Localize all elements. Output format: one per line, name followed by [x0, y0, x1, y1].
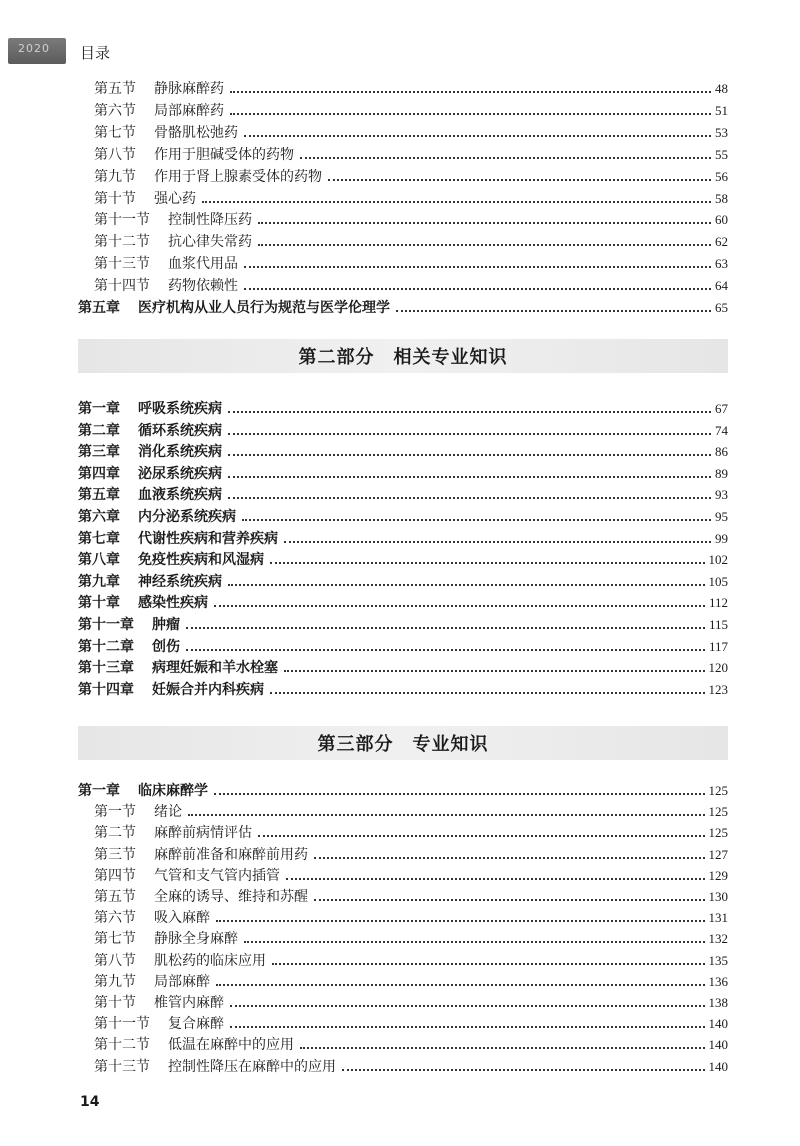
toc-number: 第七节 — [94, 931, 136, 948]
toc-title: 医疗机构从业人员行为规范与医学伦理学 — [138, 300, 390, 316]
page-title: 目录 — [80, 44, 111, 62]
toc-number: 第一章 — [78, 783, 120, 799]
dot-leader — [314, 898, 705, 901]
toc-title: 呼吸系统疾病 — [138, 401, 222, 417]
toc-title: 骨骼肌松弛药 — [154, 124, 238, 141]
toc-number: 第四节 — [94, 867, 136, 884]
dot-leader — [300, 156, 711, 159]
dot-leader — [396, 309, 711, 312]
toc-page-number: 51 — [715, 102, 728, 118]
toc-number: 第十节 — [94, 190, 136, 207]
toc-chapter-row[interactable] — [78, 295, 728, 317]
toc-page-number: 117 — [708, 638, 728, 654]
toc-page-number: 58 — [715, 190, 728, 206]
toc-chapter-row[interactable] — [78, 677, 728, 699]
toc-number: 第九节 — [94, 168, 136, 185]
toc-page-number: 112 — [708, 595, 728, 611]
toc-title: 控制性降压药 — [168, 212, 252, 229]
toc-page-number: 138 — [708, 995, 728, 1010]
toc-title: 作用于肾上腺素受体的药物 — [154, 168, 322, 185]
toc-title: 代谢性疾病和营养疾病 — [138, 530, 278, 547]
toc-title: 循环系统疾病 — [138, 422, 222, 439]
toc-page-number: 140 — [708, 1016, 728, 1032]
toc-page-number: 95 — [715, 509, 728, 524]
toc-page-number: 53 — [715, 124, 728, 140]
toc-section-row[interactable] — [94, 1054, 728, 1076]
toc-title: 消化系统疾病 — [138, 444, 222, 461]
dot-leader — [314, 856, 705, 859]
toc-number: 第七章 — [78, 530, 120, 547]
toc-page-number: 65 — [715, 300, 728, 315]
toc-section-row[interactable] — [94, 273, 728, 295]
toc-number: 第五节 — [94, 81, 136, 97]
toc-page-number: 93 — [715, 487, 728, 503]
toc-section-row[interactable] — [94, 969, 728, 991]
toc-section-row[interactable] — [94, 76, 728, 98]
toc-page-number: 125 — [708, 825, 728, 841]
toc-number: 第十三章 — [78, 660, 134, 677]
toc-section-row[interactable] — [94, 926, 728, 948]
dot-leader — [328, 178, 711, 181]
toc-page-number: 48 — [715, 81, 728, 96]
dot-leader — [214, 792, 705, 795]
dot-leader — [188, 813, 705, 816]
toc-page-number: 60 — [715, 212, 728, 228]
toc-title: 椎管内麻醉 — [154, 995, 224, 1011]
toc-number: 第九节 — [94, 973, 136, 990]
toc-chapter-row[interactable] — [78, 655, 728, 677]
dot-leader — [230, 1025, 705, 1028]
dot-leader — [228, 432, 711, 435]
toc-title: 控制性降压在麻醉中的应用 — [168, 1058, 336, 1075]
toc-section-row[interactable] — [94, 251, 728, 273]
part-title: 第三部分 专业知识 — [317, 734, 489, 755]
toc-title: 泌尿系统疾病 — [138, 465, 222, 482]
dot-leader — [258, 221, 711, 224]
toc-title: 抗心律失常药 — [168, 234, 252, 251]
toc-chapter-row[interactable] — [78, 482, 728, 504]
toc-section-row[interactable] — [94, 842, 728, 864]
toc-chapter-row[interactable] — [78, 504, 728, 526]
toc-title: 临床麻醉学 — [138, 783, 208, 799]
toc-title: 作用于胆碱受体的药物 — [154, 146, 294, 163]
toc-page-number: 67 — [715, 401, 728, 416]
dot-leader — [230, 90, 711, 93]
dot-leader — [230, 1004, 705, 1007]
dot-leader — [186, 626, 705, 629]
dot-leader — [216, 919, 705, 922]
toc-page-number: 102 — [708, 552, 728, 568]
toc-section-row[interactable] — [94, 799, 728, 821]
toc-page-number: 136 — [708, 973, 728, 989]
toc-title: 创伤 — [152, 638, 180, 655]
toc-number: 第六节 — [94, 102, 136, 119]
toc-section-row[interactable] — [94, 186, 728, 208]
toc-title: 复合麻醉 — [168, 1016, 224, 1033]
dot-leader — [230, 112, 711, 115]
toc-page-number: 127 — [708, 846, 728, 862]
toc-page-number: 115 — [708, 617, 728, 632]
toc-number: 第十三节 — [94, 256, 150, 273]
toc-title: 病理妊娠和羊水栓塞 — [152, 660, 278, 677]
dot-leader — [228, 475, 711, 478]
page-number: 14 — [80, 1094, 100, 1110]
toc-chapter-row[interactable] — [78, 526, 728, 548]
toc-title: 内分泌系统疾病 — [138, 509, 236, 525]
toc-page-number: 64 — [715, 278, 728, 294]
part-banner — [78, 339, 728, 373]
toc-title: 神经系统疾病 — [138, 573, 222, 590]
toc-page-number: 120 — [708, 660, 728, 676]
dot-leader — [202, 200, 711, 203]
toc-number: 第十三节 — [94, 1058, 150, 1075]
toc-title: 麻醉前病情评估 — [154, 825, 252, 842]
dot-leader — [228, 496, 711, 499]
dot-leader — [228, 410, 711, 413]
toc-number: 第九章 — [78, 573, 120, 590]
toc-number: 第十一节 — [94, 212, 150, 229]
toc-section-row[interactable] — [94, 990, 728, 1012]
toc-section-row[interactable] — [94, 120, 728, 142]
toc-chapter-row[interactable] — [78, 439, 728, 461]
toc-page-number: 130 — [708, 889, 728, 904]
toc-number: 第六章 — [78, 509, 120, 525]
toc-chapter-row[interactable] — [78, 396, 728, 418]
toc-section-row[interactable] — [94, 142, 728, 164]
dot-leader — [216, 983, 705, 986]
part-banner — [78, 726, 728, 760]
toc-number: 第十节 — [94, 995, 136, 1011]
toc-number: 第十一节 — [94, 1016, 150, 1033]
toc-page-number: 140 — [708, 1037, 728, 1053]
toc-section-row[interactable] — [94, 863, 728, 885]
dot-leader — [186, 648, 705, 651]
toc-title: 局部麻醉药 — [154, 102, 224, 119]
toc-number: 第十一章 — [78, 617, 134, 633]
toc-section-row[interactable] — [94, 884, 728, 906]
toc-page-number: 125 — [708, 783, 728, 798]
toc-number: 第二章 — [78, 422, 120, 439]
toc-number: 第三章 — [78, 444, 120, 461]
toc-page-number: 86 — [715, 444, 728, 460]
toc-number: 第三节 — [94, 846, 136, 863]
toc-title: 妊娠合并内科疾病 — [152, 681, 264, 698]
toc-section-row[interactable] — [94, 905, 728, 927]
toc-number: 第五章 — [78, 300, 120, 316]
toc-page-number: 105 — [708, 573, 728, 589]
toc-chapter-row[interactable] — [78, 590, 728, 612]
toc-title: 血浆代用品 — [168, 256, 238, 273]
dot-leader — [214, 604, 705, 607]
dot-leader — [244, 287, 711, 290]
toc-number: 第十四节 — [94, 278, 150, 295]
toc-page-number: 132 — [708, 931, 728, 947]
dot-leader — [300, 1046, 705, 1049]
dot-leader — [284, 540, 711, 543]
toc-title: 低温在麻醉中的应用 — [168, 1037, 294, 1054]
toc-section-row[interactable] — [94, 948, 728, 970]
toc-title: 静脉麻醉药 — [154, 81, 224, 97]
toc-chapter-row[interactable] — [78, 634, 728, 656]
dot-leader — [284, 669, 705, 672]
toc-number: 第八节 — [94, 146, 136, 163]
dot-leader — [242, 518, 711, 521]
toc-section-row[interactable] — [94, 229, 728, 251]
dot-leader — [244, 265, 711, 268]
toc-page-number: 129 — [708, 867, 728, 883]
toc-page-number: 89 — [715, 465, 728, 481]
toc-chapter-row[interactable] — [78, 547, 728, 569]
toc-chapter-row[interactable] — [78, 778, 728, 800]
dot-leader — [272, 962, 705, 965]
toc-chapter-row[interactable] — [78, 612, 728, 634]
toc-chapter-row[interactable] — [78, 418, 728, 440]
dot-leader — [244, 134, 711, 137]
toc-number: 第四章 — [78, 465, 120, 482]
toc-chapter-row[interactable] — [78, 569, 728, 591]
toc-number: 第十四章 — [78, 681, 134, 698]
part-title: 第二部分 相关专业知识 — [298, 347, 508, 368]
toc-title: 肿瘤 — [152, 617, 180, 633]
toc-section-row[interactable] — [94, 1032, 728, 1054]
dot-leader — [270, 691, 705, 694]
book-logo — [8, 38, 66, 64]
toc-section-row[interactable] — [94, 164, 728, 186]
toc-section-row[interactable] — [94, 820, 728, 842]
toc-number: 第七节 — [94, 124, 136, 141]
toc-title: 绪论 — [154, 804, 182, 821]
toc-title: 全麻的诱导、维持和苏醒 — [154, 889, 308, 905]
dot-leader — [228, 453, 711, 456]
toc-title: 强心药 — [154, 190, 196, 207]
toc-number: 第十二节 — [94, 234, 150, 251]
toc-title: 肌松药的临床应用 — [154, 952, 266, 969]
toc-section-row[interactable] — [94, 98, 728, 120]
toc-title: 免疫性疾病和风湿病 — [138, 552, 264, 569]
toc-section-row[interactable] — [94, 1011, 728, 1033]
toc-page-number: 125 — [708, 804, 728, 820]
toc-page-number: 74 — [715, 422, 728, 438]
page-header — [0, 0, 800, 74]
toc-number: 第六节 — [94, 910, 136, 927]
dot-leader — [258, 834, 705, 837]
toc-page-number: 99 — [715, 530, 728, 546]
toc-number: 第十二节 — [94, 1037, 150, 1054]
toc-number: 第二节 — [94, 825, 136, 842]
toc-title: 麻醉前准备和麻醉前用药 — [154, 846, 308, 863]
toc-title: 吸入麻醉 — [154, 910, 210, 927]
toc-number: 第十二章 — [78, 638, 134, 655]
toc-number: 第八节 — [94, 952, 136, 969]
toc-page-number: 123 — [708, 681, 728, 697]
toc-page-number: 140 — [708, 1058, 728, 1074]
toc-number: 第十章 — [78, 595, 120, 612]
dot-leader — [342, 1068, 705, 1071]
logo-text: 2020 — [18, 42, 50, 55]
dot-leader — [258, 243, 711, 246]
toc-page-number: 63 — [715, 256, 728, 272]
toc-title: 药物依赖性 — [168, 278, 238, 295]
toc-page-number: 131 — [708, 910, 728, 926]
dot-leader — [286, 877, 705, 880]
toc-page-number: 62 — [715, 234, 728, 250]
toc-number: 第一章 — [78, 401, 120, 417]
toc-chapter-row[interactable] — [78, 461, 728, 483]
toc-number: 第八章 — [78, 552, 120, 569]
toc-number: 第一节 — [94, 804, 136, 821]
toc-title: 局部麻醉 — [154, 973, 210, 990]
toc-section-row[interactable] — [94, 207, 728, 229]
toc-title: 气管和支气管内插管 — [154, 867, 280, 884]
toc-number: 第五节 — [94, 889, 136, 905]
toc-title: 血液系统疾病 — [138, 487, 222, 504]
dot-leader — [270, 561, 705, 564]
dot-leader — [244, 940, 705, 943]
toc-page-number: 55 — [715, 146, 728, 162]
toc-title: 感染性疾病 — [138, 595, 208, 612]
dot-leader — [228, 583, 705, 586]
toc-title: 静脉全身麻醉 — [154, 931, 238, 948]
toc-page-number: 56 — [715, 168, 728, 184]
toc-number: 第五章 — [78, 487, 120, 504]
toc-page-number: 135 — [708, 952, 728, 968]
